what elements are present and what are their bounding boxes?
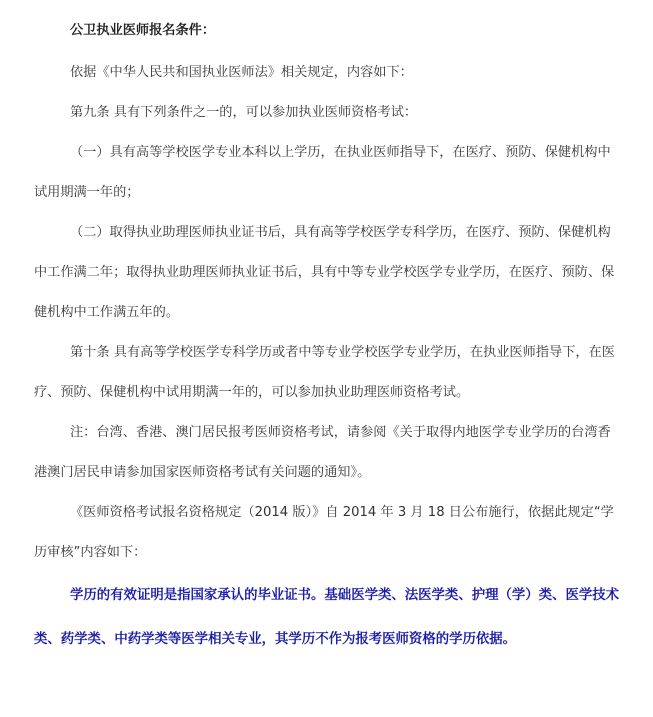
paragraph-condition-2: （二）取得执业助理医师执业证书后，具有高等学校医学专科学历，在医疗、预防、保健机构中工作满二年；取得执业助理医师执业证书后，具有中等专业学校医学专业学历，在医疗、预防、保健机构中工作满五年的。: [34, 225, 615, 320]
paragraph-2014-rules: 《医师资格考试报名资格规定（2014 版）》自 2014 年 3 月 18 日公布施行，依据此规定“学历审核”内容如下：: [34, 505, 614, 560]
article-title: 公卫执业医师报名条件：: [70, 23, 216, 38]
paragraph-note: 注：台湾、香港、澳门居民报考医师资格考试，请参阅《关于取得内地医学专业学历的台湾香港澳门居民申请参加国家医师资格考试有关问题的通知》。: [34, 425, 611, 480]
paragraph-article-10: 第十条 具有高等学校医学专科学历或者中等专业学校医学专业学历，在执业医师指导下，在医疗、预防、保健机构中试用期满一年的，可以参加执业助理医师资格考试。: [34, 345, 615, 400]
article-body: [0, 11, 653, 717]
paragraph-law-basis: 依据《中华人民共和国执业医师法》相关规定，内容如下：: [70, 65, 413, 80]
paragraph-article-9: 第九条 具有下列条件之一的，可以参加执业医师资格考试：: [70, 105, 418, 120]
paragraph-condition-1: （一）具有高等学校医学专业本科以上学历，在执业医师指导下，在医疗、预防、保健机构中试用期满一年的；: [34, 145, 611, 200]
highlight-paragraph: 学历的有效证明是指国家承认的毕业证书。基础医学类、法医学类、护理（学）类、医学技术类、药学类、中药学类等医学相关专业，其学历不作为报考医师资格的学历依据。: [34, 588, 620, 647]
